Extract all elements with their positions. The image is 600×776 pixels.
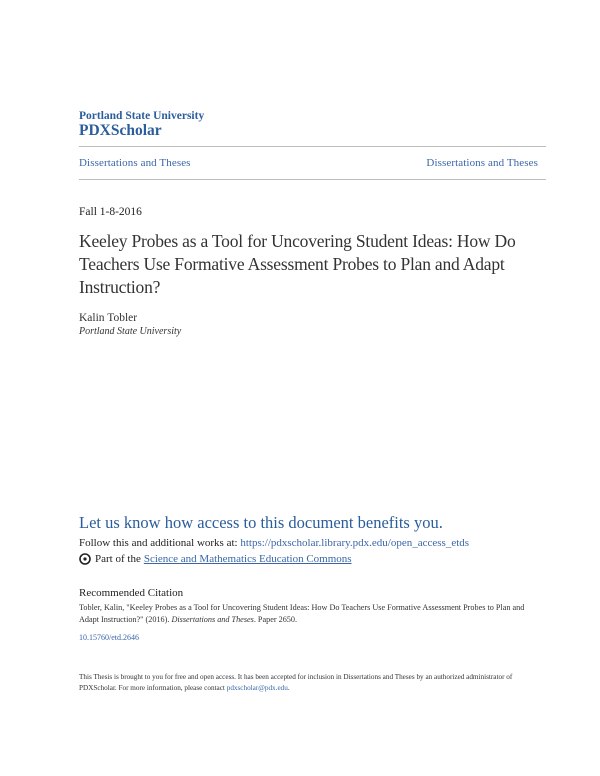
citation-paper: . Paper 2650.	[253, 615, 298, 624]
doi-link[interactable]: 10.15760/etd.2646	[79, 633, 139, 642]
document-title: Keeley Probes as a Tool for Uncovering Student Ideas: How Do Teachers Use Formative Assessment Probes to Plan and Adapt Instruction?	[79, 231, 516, 297]
publication-date: Fall 1-8-2016	[79, 206, 142, 218]
citation-heading: Recommended Citation	[79, 587, 184, 599]
part-of-line	[79, 553, 352, 565]
collection-link-left[interactable]: Dissertations and Theses	[79, 157, 191, 169]
access-notice	[79, 672, 539, 694]
follow-line	[79, 537, 469, 549]
author-name: Kalin Tobler	[79, 312, 138, 324]
university-name: Portland State University	[79, 110, 205, 122]
contact-email-link[interactable]: pdxscholar@pdx.edu	[226, 684, 288, 692]
follow-prefix: Follow this and additional works at:	[79, 537, 238, 549]
divider-bottom	[79, 179, 546, 180]
benefits-feedback-link[interactable]: Let us know how access to this document benefits you.	[79, 513, 443, 532]
author-affiliation: Portland State University	[79, 326, 182, 337]
citation-body: Tobler, Kalin, "Keeley Probes as a Tool for Uncovering Student Ideas: How Do Teachers Use Formative Assessment Probes to Plan and Adapt Instruction?" (2016).	[79, 603, 525, 624]
collection-url-link[interactable]: https://pdxscholar.library.pdx.edu/open_access_etds	[240, 537, 470, 549]
commons-link[interactable]: Science and Mathematics Education Commons	[143, 553, 352, 565]
commons-icon	[79, 553, 91, 565]
collection-link-right[interactable]: Dissertations and Theses	[426, 157, 538, 169]
divider-top	[79, 146, 546, 147]
repository-name: PDXScholar	[79, 122, 162, 139]
part-of-prefix: Part of the	[95, 553, 141, 565]
citation-text	[79, 602, 529, 626]
citation-series: Dissertations and Theses	[171, 615, 254, 624]
access-notice-end: .	[287, 684, 290, 692]
access-notice-text: This Thesis is brought to you for free and open access. It has been accepted for inclusion in Dissertations and Theses by an authorized administrator of PDXScholar. For more information, please contact	[79, 673, 513, 692]
